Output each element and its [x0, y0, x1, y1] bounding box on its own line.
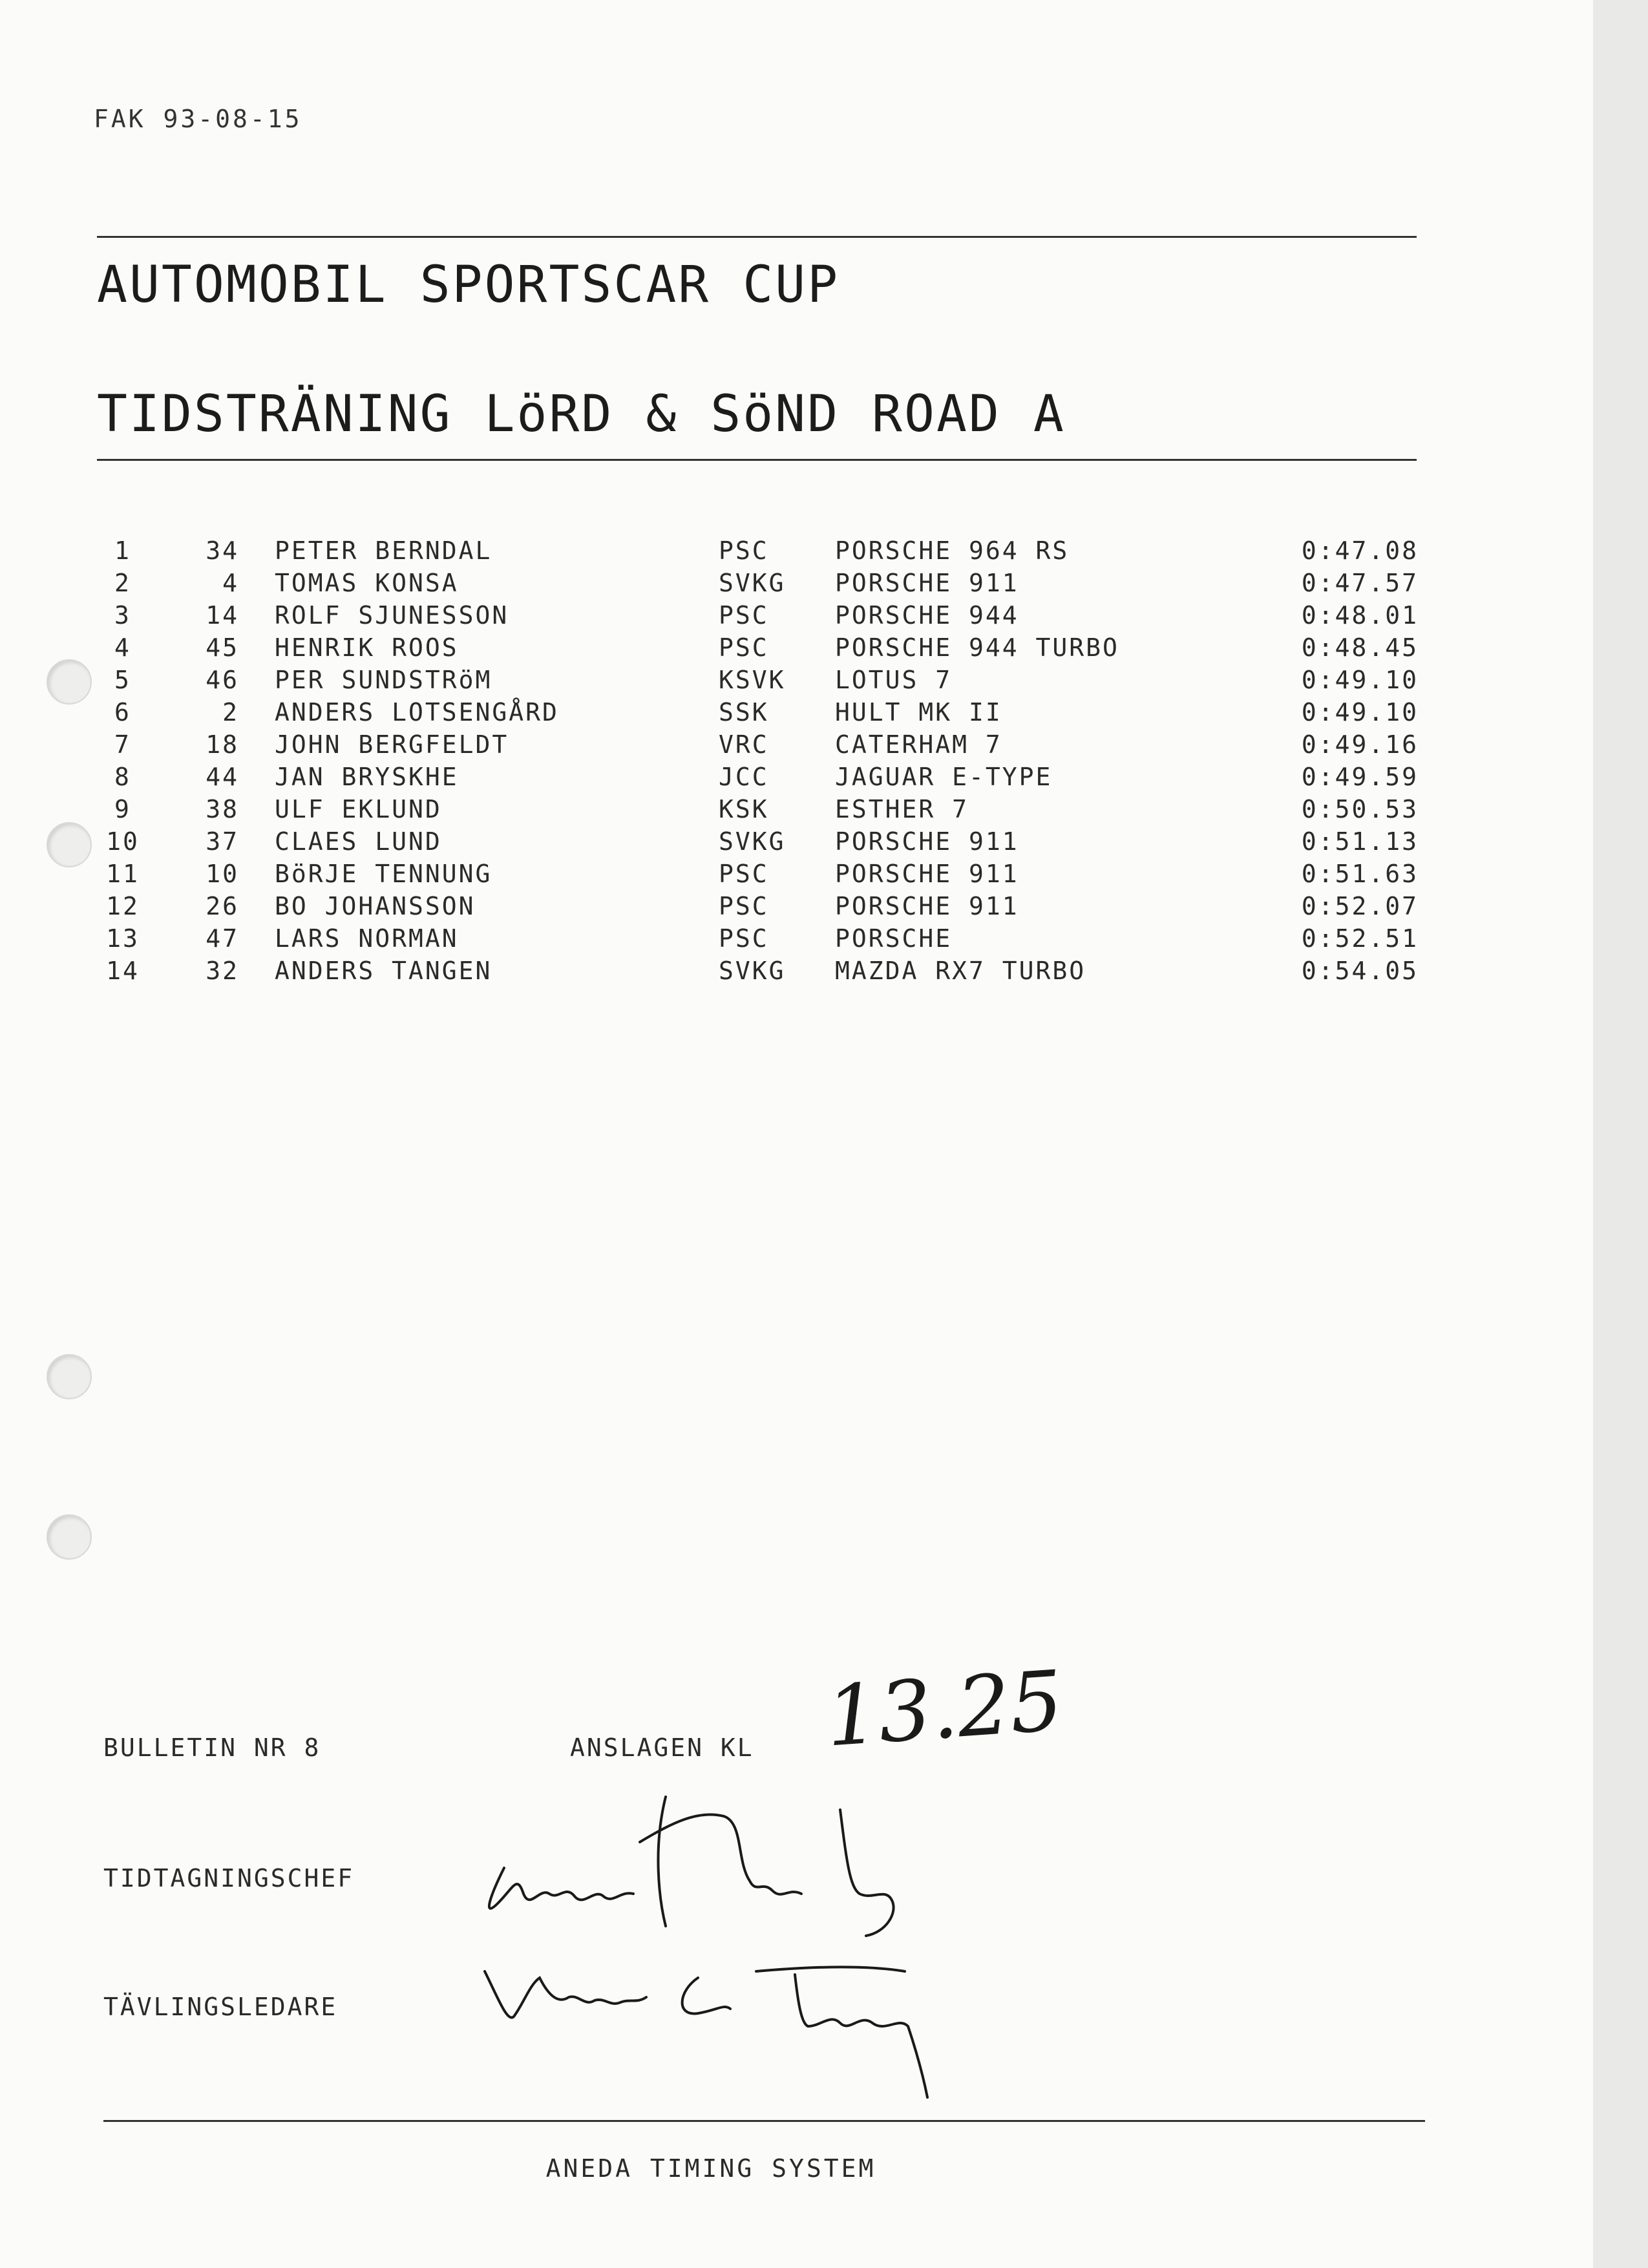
position-cell: 9 — [114, 795, 131, 823]
position-cell: 10 — [106, 827, 140, 856]
table-row — [0, 536, 1593, 569]
club-cell: SVKG — [719, 827, 786, 856]
time-cell: 0:49.16 — [1301, 730, 1419, 759]
car-number-cell: 26 — [206, 892, 239, 920]
car-cell: HULT MK II — [835, 698, 1002, 726]
bulletin-number: BULLETIN NR 8 — [103, 1733, 321, 1762]
time-cell: 0:47.08 — [1301, 536, 1419, 565]
car-cell: ESTHER 7 — [835, 795, 969, 823]
position-cell: 14 — [106, 957, 140, 985]
time-cell: 0:51.13 — [1301, 827, 1419, 856]
club-cell: JCC — [719, 763, 769, 791]
header-code: FAK 93-08-15 — [94, 105, 302, 133]
time-cell: 0:51.63 — [1301, 860, 1419, 888]
race-director-label: TÄVLINGSLEDARE — [103, 1993, 338, 2021]
time-cell: 0:54.05 — [1301, 957, 1419, 985]
position-cell: 3 — [114, 601, 131, 630]
time-cell: 0:48.01 — [1301, 601, 1419, 630]
car-number-cell: 47 — [206, 924, 239, 953]
punch-hole — [47, 1354, 92, 1399]
timing-chief-signature — [478, 1771, 931, 1945]
club-cell: KSVK — [719, 666, 786, 694]
club-cell: PSC — [719, 924, 769, 953]
time-cell: 0:52.51 — [1301, 924, 1419, 953]
club-cell: SVKG — [719, 957, 786, 985]
table-row — [0, 924, 1593, 957]
car-cell: LOTUS 7 — [835, 666, 953, 694]
driver-name-cell: BöRJE TENNUNG — [275, 860, 492, 888]
position-cell: 2 — [114, 569, 131, 597]
time-cell: 0:48.45 — [1301, 633, 1419, 662]
position-cell: 7 — [114, 730, 131, 759]
posted-label: ANSLAGEN KL — [570, 1733, 754, 1762]
driver-name-cell: ROLF SJUNESSON — [275, 601, 509, 630]
document-subtitle: TIDSTRÄNING LöRD & SöND ROAD A — [97, 385, 1066, 443]
position-cell: 13 — [106, 924, 140, 953]
driver-name-cell: LARS NORMAN — [275, 924, 459, 953]
car-cell: PORSCHE 911 — [835, 892, 1019, 920]
club-cell: PSC — [719, 892, 769, 920]
timing-chief-label: TIDTAGNINGSCHEF — [103, 1864, 355, 1892]
driver-name-cell: JAN BRYSKHE — [275, 763, 459, 791]
position-cell: 6 — [114, 698, 131, 726]
car-number-cell: 4 — [222, 569, 239, 597]
car-cell: JAGUAR E-TYPE — [835, 763, 1053, 791]
car-number-cell: 45 — [206, 633, 239, 662]
car-number-cell: 46 — [206, 666, 239, 694]
posted-time-handwritten: 13.25 — [823, 1653, 1066, 1766]
car-cell: PORSCHE 964 RS — [835, 536, 1070, 565]
position-cell: 5 — [114, 666, 131, 694]
race-director-signature — [478, 1952, 1008, 2101]
punch-hole — [47, 1514, 92, 1560]
time-cell: 0:49.10 — [1301, 666, 1419, 694]
table-row — [0, 827, 1593, 860]
table-row — [0, 601, 1593, 633]
top-rule — [97, 236, 1417, 238]
driver-name-cell: ANDERS TANGEN — [275, 957, 492, 985]
table-row — [0, 763, 1593, 795]
table-row — [0, 892, 1593, 924]
driver-name-cell: PER SUNDSTRöM — [275, 666, 492, 694]
car-number-cell: 37 — [206, 827, 239, 856]
car-cell: PORSCHE 911 — [835, 827, 1019, 856]
driver-name-cell: ULF EKLUND — [275, 795, 442, 823]
table-row — [0, 795, 1593, 827]
club-cell: KSK — [719, 795, 769, 823]
time-cell: 0:47.57 — [1301, 569, 1419, 597]
driver-name-cell: CLAES LUND — [275, 827, 442, 856]
time-cell: 0:49.59 — [1301, 763, 1419, 791]
position-cell: 8 — [114, 763, 131, 791]
timing-system-footer: ANEDA TIMING SYSTEM — [545, 2154, 876, 2183]
table-row — [0, 569, 1593, 601]
car-number-cell: 38 — [206, 795, 239, 823]
table-row — [0, 730, 1593, 763]
car-cell: PORSCHE 911 — [835, 569, 1019, 597]
driver-name-cell: HENRIK ROOS — [275, 633, 459, 662]
car-number-cell: 44 — [206, 763, 239, 791]
club-cell: SVKG — [719, 569, 786, 597]
club-cell: PSC — [719, 601, 769, 630]
car-cell: PORSCHE — [835, 924, 953, 953]
club-cell: PSC — [719, 860, 769, 888]
club-cell: VRC — [719, 730, 769, 759]
club-cell: PSC — [719, 633, 769, 662]
table-row — [0, 957, 1593, 989]
time-cell: 0:49.10 — [1301, 698, 1419, 726]
car-number-cell: 32 — [206, 957, 239, 985]
driver-name-cell: BO JOHANSSON — [275, 892, 476, 920]
car-number-cell: 34 — [206, 536, 239, 565]
scan-edge — [1593, 0, 1648, 2268]
position-cell: 1 — [114, 536, 131, 565]
car-number-cell: 18 — [206, 730, 239, 759]
car-cell: CATERHAM 7 — [835, 730, 1002, 759]
car-cell: PORSCHE 911 — [835, 860, 1019, 888]
car-cell: PORSCHE 944 TURBO — [835, 633, 1119, 662]
bottom-rule — [103, 2120, 1425, 2122]
document-title: AUTOMOBIL SPORTSCAR CUP — [97, 256, 840, 314]
time-cell: 0:52.07 — [1301, 892, 1419, 920]
driver-name-cell: ANDERS LOTSENGÅRD — [275, 698, 559, 726]
driver-name-cell: TOMAS KONSA — [275, 569, 459, 597]
car-cell: MAZDA RX7 TURBO — [835, 957, 1086, 985]
club-cell: SSK — [719, 698, 769, 726]
table-row — [0, 698, 1593, 730]
table-row — [0, 666, 1593, 698]
position-cell: 12 — [106, 892, 140, 920]
position-cell: 4 — [114, 633, 131, 662]
car-number-cell: 2 — [222, 698, 239, 726]
position-cell: 11 — [106, 860, 140, 888]
car-number-cell: 10 — [206, 860, 239, 888]
car-number-cell: 14 — [206, 601, 239, 630]
table-row — [0, 633, 1593, 666]
car-cell: PORSCHE 944 — [835, 601, 1019, 630]
club-cell: PSC — [719, 536, 769, 565]
driver-name-cell: JOHN BERGFELDT — [275, 730, 509, 759]
driver-name-cell: PETER BERNDAL — [275, 536, 492, 565]
time-cell: 0:50.53 — [1301, 795, 1419, 823]
title-rule — [97, 459, 1417, 461]
table-row — [0, 860, 1593, 892]
